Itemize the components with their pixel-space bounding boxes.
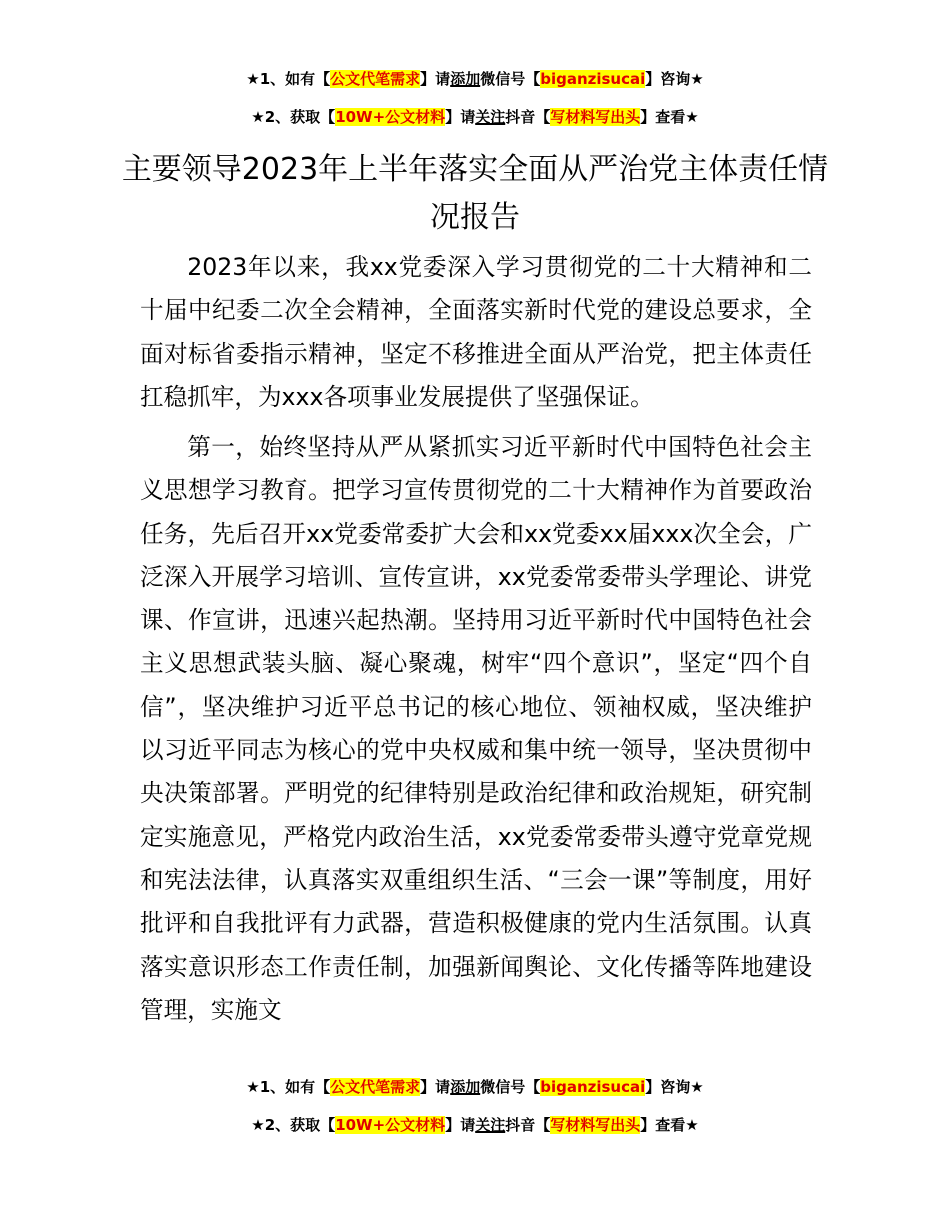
promo-highlight: biganzisucai: [540, 1078, 646, 1096]
body-paragraph-2: 第一，始终坚持从严从紧抓实习近平新时代中国特色社会主义思想学习教育。把学习宣传贯彻党的二十大精神作为首要政治任务，先后召开xx党委常委扩大会和xx党委xx届xxx次全会，广泛深入开展学习培训、宣传宣讲，xx党委常委带头学理论、讲党课、作宣讲，迅速兴起热潮。坚持用习近平新时代中国特色社会主义思想武装头脑、凝心聚魂，树牢“四个意识”，坚定“四个自信”，坚决维护习近平总书记的核心地位、领袖权威，坚决维护以习近平同志为核心的党中央权威和集中统一领导，坚决贯彻中央决策部署。严明党的纪律特别是政治纪律和政治规矩，研究制定实施意见，严格党内政治生活，xx党委常委带头遵守党章党规和宪法法律，认真落实双重组织生活、“三会一课”等制度，用好批评和自我批评有力武器，营造积极健康的党内生活氛围。认真落实意识形态工作责任制，加强新闻舆论、文化传播等阵地建设管理，实施文: [140, 433, 812, 1024]
promo-text: 】咨询★: [645, 70, 704, 88]
top-promo-line-1: [0, 68, 950, 90]
promo-text: 】查看★: [640, 108, 699, 126]
top-promo-line-2: [0, 106, 950, 128]
promo-text: ★2、获取【: [251, 108, 336, 126]
promo-emphasis: 添加: [450, 70, 481, 88]
promo-emphasis: 添加: [450, 1078, 481, 1096]
promo-highlight: 公文代笔需求: [330, 1078, 421, 1096]
promo-highlight: 写材料写出头: [550, 108, 641, 126]
promo-text: 】请: [420, 1078, 451, 1096]
promo-text: 抖音【: [505, 1116, 551, 1134]
bottom-promo-line-1: [0, 1076, 950, 1098]
promo-text: 】请: [445, 108, 476, 126]
promo-text: 】查看★: [640, 1116, 699, 1134]
body-paragraph-1: 2023年以来，我xx党委深入学习贯彻党的二十大精神和二十届中纪委二次全会精神，全面落实新时代党的建设总要求，全面对标省委指示精神，坚定不移推进全面从严治党，把主体责任扛稳抓牢，为xxx各项事业发展提供了坚强保证。: [140, 253, 812, 411]
promo-text: 】请: [420, 70, 451, 88]
promo-highlight: 公文代笔需求: [330, 70, 421, 88]
promo-text: ★1、如有【: [246, 70, 331, 88]
promo-text: ★2、获取【: [251, 1116, 336, 1134]
promo-text: 】咨询★: [645, 1078, 704, 1096]
promo-text: 微信号【: [480, 70, 541, 88]
promo-highlight: 写材料写出头: [550, 1116, 641, 1134]
promo-text: ★1、如有【: [246, 1078, 331, 1096]
promo-highlight: 10W+公文材料: [335, 108, 446, 126]
bottom-promo-line-2: [0, 1114, 950, 1136]
promo-text: 微信号【: [480, 1078, 541, 1096]
promo-text: 抖音【: [505, 108, 551, 126]
promo-emphasis: 关注: [475, 108, 506, 126]
document-title: 主要领导2023年上半年落实全面从严治党主体责任情况报告: [121, 152, 829, 235]
promo-highlight: biganzisucai: [540, 70, 646, 88]
promo-text: 】请: [445, 1116, 476, 1134]
promo-highlight: 10W+公文材料: [335, 1116, 446, 1134]
promo-emphasis: 关注: [475, 1116, 506, 1134]
